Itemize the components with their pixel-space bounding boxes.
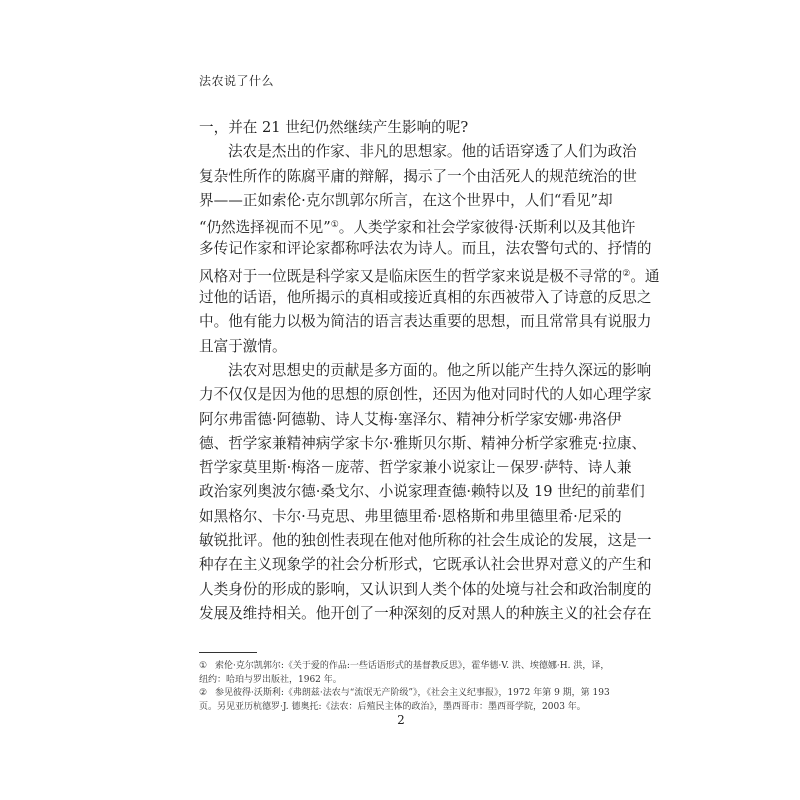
body-line-text: 法农是杰出的作家、非凡的思想家。他的话语穿透了人们为政治 xyxy=(228,143,637,161)
footnote-line xyxy=(199,687,609,701)
body-line-text: 法农对思想史的贡献是多方面的。他之所以能产生持久深远的影响 xyxy=(228,361,652,379)
body-line xyxy=(199,140,637,164)
body-line-text: “仍然选择视而不见” xyxy=(199,219,331,237)
body-line xyxy=(199,189,613,213)
footnotes xyxy=(199,660,609,714)
body-line xyxy=(199,262,660,286)
body-line-text: 阿尔弗雷德·阿德勒、诗人艾梅·塞泽尔、精神分析学家安娜·弗洛伊 xyxy=(199,410,622,428)
footnote-mark: ② xyxy=(199,688,208,698)
footnote-rule xyxy=(199,652,257,653)
body-line-text: 种存在主义现象学的社会分析形式，它既承认社会世界对意义的产生和 xyxy=(199,556,652,574)
footnote-text: 参见彼得·沃斯利:《弗朗兹·法农与“流氓无产阶级”》，《社会主义纪事报》，1972 年第 9 期，第 193 xyxy=(215,688,610,698)
body-line-text: 政治家列奥波尔德·桑戈尔、小说家理查德·赖特以及 19 世纪的前辈们 xyxy=(199,483,645,501)
body-line-text: 界——正如索伦·克尔凯郭尔所言，在这个世界中，人们“看见”却 xyxy=(199,191,613,209)
footnote-line xyxy=(199,660,609,674)
body-line xyxy=(199,578,652,602)
body-line xyxy=(199,553,652,577)
body-line-text-continued: 。通 xyxy=(630,267,660,285)
running-head: 法农说了什么 xyxy=(199,74,275,88)
body-line-text-continued: 。人类学家和社会学家彼得·沃斯利以及其他许 xyxy=(338,219,636,237)
body-line-text: 如黑格尔、卡尔·马克思、弗里德里希·恩格斯和弗里德里希·尼采的 xyxy=(199,507,622,525)
body-line-text: 力不仅仅是因为他的思想的原创性，还因为他对同时代的人如心理学家 xyxy=(199,386,652,404)
body-line-text: 一，并在 21 世纪仍然继续产生影响的呢? xyxy=(199,119,469,136)
body-line-text: 多传记作家和评论家都称呼法农为诗人。而且，法农警句式的、抒情的 xyxy=(199,240,652,258)
body-line xyxy=(199,505,622,529)
body-line xyxy=(199,480,645,504)
body-line xyxy=(199,456,632,480)
body-line xyxy=(199,335,599,359)
body-line-text: 过他的话语，他所揭示的真相或接近真相的东西被带入了诗意的反思之 xyxy=(199,289,652,307)
body-line-text: 敏锐批评。他的独创性表现在他对他所称的社会生成论的发展，这是一 xyxy=(199,532,652,550)
body-line xyxy=(199,408,622,432)
footnote-mark: ① xyxy=(199,661,208,671)
body-line xyxy=(199,529,652,553)
body-line xyxy=(199,383,652,407)
body-line-text: 风格对于一位既是科学家又是临床医生的哲学家来说是极不寻常的 xyxy=(199,267,623,285)
page-number: 2 xyxy=(397,713,405,727)
body-line xyxy=(199,165,637,189)
body-line xyxy=(199,359,652,383)
body-line-text: 且富于激情。 xyxy=(199,337,287,355)
footnote-text: 纽约：哈珀与罗出版社，1962 年。 xyxy=(199,674,342,685)
body-line xyxy=(199,310,652,334)
footnote-text: 索伦·克尔凯郭尔:《关于爱的作品:一些话语形式的基督教反思》，霍华德·V. 洪、埃德娜·H. 洪，译， xyxy=(215,661,610,671)
footnote-line xyxy=(199,701,609,715)
body-line-text: 德、哲学家兼精神病学家卡尔·雅斯贝尔斯、精神分析学家雅克·拉康、 xyxy=(199,434,647,452)
body-line xyxy=(199,602,652,626)
body-line xyxy=(199,237,652,261)
body-line-text: 人类身份的形成的影响，又认识到人类个体的处境与社会和政治制度的 xyxy=(199,580,652,598)
body-line-text: 哲学家莫里斯·梅洛－庞蒂、哲学家兼小说家让－保罗·萨特、诗人兼 xyxy=(199,459,632,477)
body-line-text: 中。他有能力以极为简洁的语言表达重要的思想，而且常常具有说服力 xyxy=(199,313,652,331)
body-line xyxy=(199,286,652,310)
footnote-reference: ① xyxy=(330,220,339,231)
footnote-line xyxy=(199,674,609,688)
body-line-text: 复杂性所作的陈腐平庸的辩解，揭示了一个由活死人的规范统治的世 xyxy=(199,167,637,185)
body-line xyxy=(199,432,647,456)
body-line-text: 发展及维持相关。他开创了一种深刻的反对黑人的种族主义的社会存在 xyxy=(199,604,652,622)
footnote-reference: ② xyxy=(622,268,631,279)
body-text xyxy=(199,116,660,626)
body-line xyxy=(199,116,599,140)
body-line xyxy=(199,213,636,237)
footnote-text: 页。另见亚历杭德罗·J. 德奥托:《法农：后殖民主体的政治》，墨西哥市：墨西哥学院，2003 年。 xyxy=(199,701,586,712)
